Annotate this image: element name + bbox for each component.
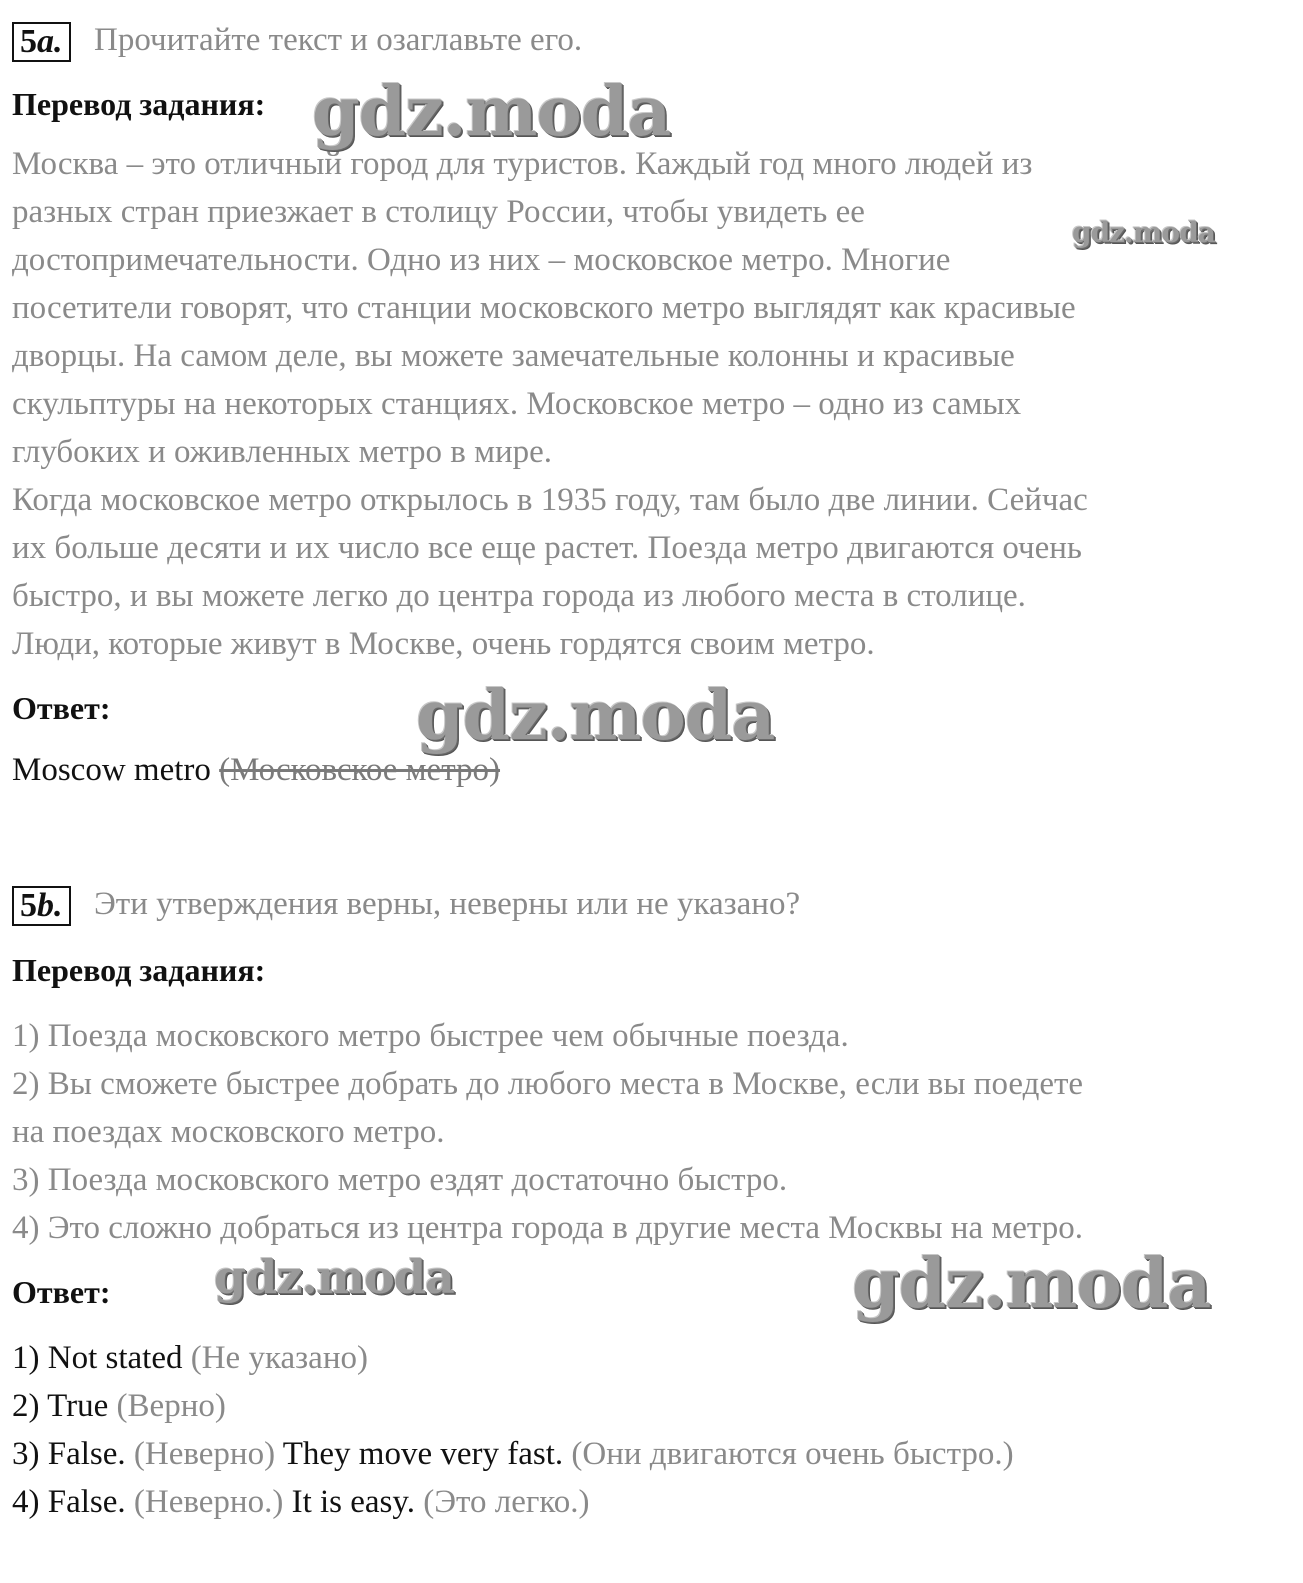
statement-line: 2) Вы сможете быстрее добрать до любого места в Москве, если вы поедете: [12, 1066, 1084, 1102]
watermark-logo: gdz.moda: [214, 1250, 454, 1304]
task-5b-translation-heading: Перевод задания:: [12, 952, 266, 988]
answer-ru: (Неверно): [133, 1436, 276, 1472]
answer-en: False.: [47, 1484, 126, 1520]
answer-ru: (Неверно.): [133, 1484, 284, 1520]
task-5b-instruction: Эти утверждения верны, неверны или не указано?: [94, 886, 801, 922]
task-5b-answer-heading: Ответ:: [12, 1274, 111, 1310]
watermark-logo: gdz.moda: [416, 676, 775, 756]
statement-line: 4) Это сложно добраться из центра города в другие места Москвы на метро.: [12, 1210, 1083, 1246]
text-line: Когда московское метро открылось в 1935 году, там было две линии. Сейчас: [12, 482, 1088, 518]
answer-item: [12, 1430, 1014, 1478]
answer-item: [12, 1382, 1014, 1430]
answer-num: 2): [12, 1388, 40, 1424]
answer-num: 1): [12, 1340, 40, 1376]
text-line: скульптуры на некоторых станциях. Московское метро – одно из самых: [12, 386, 1022, 422]
answer-item: [12, 1334, 1014, 1382]
answer-num: 3): [12, 1436, 40, 1472]
task-5b-badge: [12, 886, 71, 926]
answer-en: Not stated: [47, 1340, 183, 1376]
answer-en-extra: It is easy.: [291, 1484, 415, 1520]
task-5a-badge-letter: a.: [37, 23, 63, 60]
answer-ru: (Московское метро): [219, 752, 501, 788]
answer-item: [12, 1478, 1014, 1526]
statement-line: 1) Поезда московского метро быстрее чем обычные поезда.: [12, 1018, 849, 1054]
watermark-logo: gdz.moda: [1072, 216, 1215, 249]
text-line: разных стран приезжает в столицу России, чтобы увидеть ее: [12, 194, 865, 230]
task-5a-translation-heading: Перевод задания:: [12, 86, 266, 122]
task-5a-instruction: Прочитайте текст и озаглавьте его.: [94, 22, 583, 58]
text-line: глубоких и оживленных метро в мире.: [12, 434, 553, 470]
text-line: их больше десяти и их число все еще растет. Поезда метро двигаются очень: [12, 530, 1082, 566]
answer-ru: (Верно): [116, 1388, 226, 1424]
statement-line: 3) Поезда московского метро ездят достаточно быстро.: [12, 1162, 788, 1198]
task-5a-badge-number: 5: [20, 23, 37, 60]
task-5a-answer: [12, 752, 500, 789]
text-line: дворцы. На самом деле, вы можете замечательные колонны и красивые: [12, 338, 1015, 374]
answer-ru: (Не указано): [190, 1340, 368, 1376]
task-5a-badge: [12, 22, 71, 62]
statement-line: на поездах московского метро.: [12, 1114, 445, 1150]
task-5b-statements: [12, 1012, 1083, 1252]
text-line: Люди, которые живут в Москве, очень гордятся своим метро.: [12, 626, 875, 662]
answer-en-extra: They move very fast.: [282, 1436, 564, 1472]
task-5a-answer-heading: Ответ:: [12, 690, 111, 726]
text-line: посетители говорят, что станции московского метро выглядят как красивые: [12, 290, 1076, 326]
answer-en: False.: [47, 1436, 126, 1472]
watermark-logo: gdz.moda: [312, 72, 671, 152]
answer-num: 4): [12, 1484, 40, 1520]
task-5b-answers: [12, 1334, 1014, 1526]
text-line: достопримечательности. Одно из них – московское метро. Многие: [12, 242, 951, 278]
watermark-logo: gdz.moda: [852, 1244, 1211, 1324]
task-5b-badge-number: 5: [20, 887, 37, 924]
answer-ru-extra: (Это легко.): [423, 1484, 590, 1520]
answer-en: True: [47, 1388, 109, 1424]
answer-ru-extra: (Они двигаются очень быстро.): [571, 1436, 1014, 1472]
text-line: быстро, и вы можете легко до центра города из любого места в столице.: [12, 578, 1026, 614]
task-5b-badge-letter: b.: [37, 887, 63, 924]
answer-en: Moscow metro: [12, 752, 211, 788]
text-line: Москва – это отличный город для туристов. Каждый год много людей из: [12, 146, 1033, 182]
task-5a-text: [12, 140, 1088, 668]
